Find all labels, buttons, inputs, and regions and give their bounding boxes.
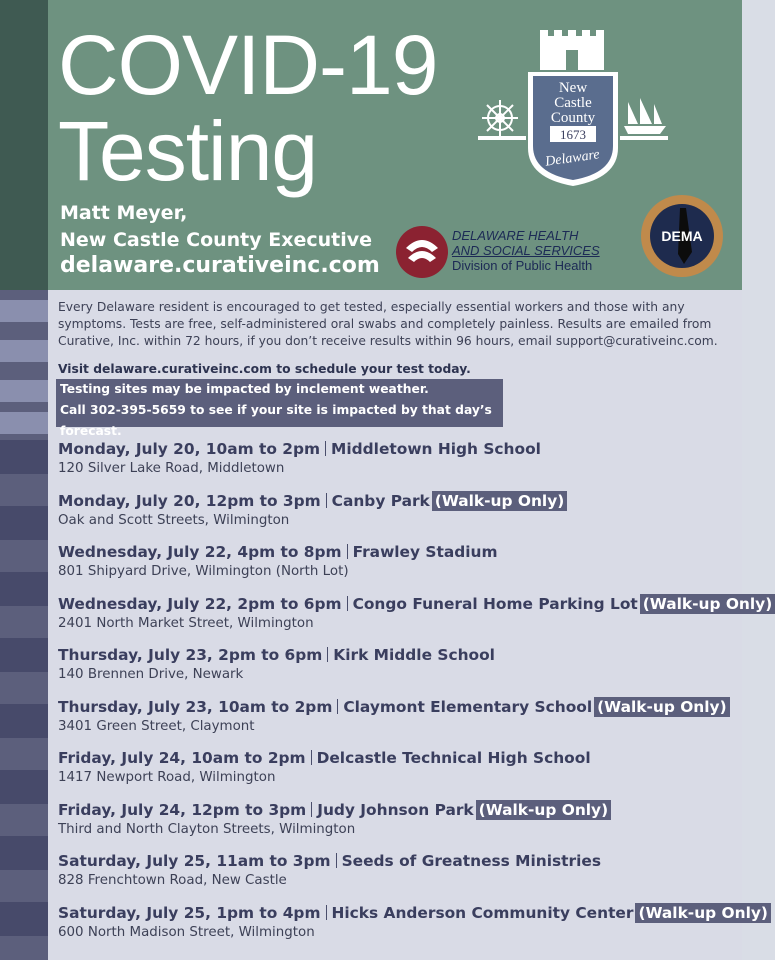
walk-up-badge: (Walk-up Only) <box>476 800 611 820</box>
walk-up-badge: (Walk-up Only) <box>640 594 775 614</box>
site-heading <box>58 748 738 769</box>
testing-site-entry <box>58 800 738 852</box>
border-stripe <box>0 572 48 606</box>
separator <box>311 750 312 765</box>
executive-title: New Castle County Executive <box>60 229 373 251</box>
site-address: 140 Brennen Drive, Newark <box>58 667 244 682</box>
border-stripe <box>0 340 48 362</box>
warning-line-2: Call 302-395-5659 to see if your site is impacted by that day’s forecast. <box>60 403 492 438</box>
site-address: 2401 North Market Street, Wilmington <box>58 615 314 631</box>
border-stripe <box>0 836 48 870</box>
page-title <box>58 18 438 198</box>
border-stripe <box>0 902 48 936</box>
separator <box>327 647 328 662</box>
dhss-text <box>452 228 600 273</box>
county-executive <box>60 200 372 254</box>
site-heading <box>58 542 738 563</box>
seal-line-3: County <box>550 110 596 126</box>
weather-warning-box <box>56 379 503 438</box>
site-date-time: Thursday, July 23, 2pm to 6pm <box>58 646 323 664</box>
left-border-top <box>0 0 48 290</box>
site-name: Congo Funeral Home Parking Lot <box>352 594 638 613</box>
site-name: Kirk Middle School <box>333 646 495 664</box>
border-stripe <box>0 380 48 402</box>
testing-site-entry <box>58 439 738 491</box>
dhss-line-3: Division of Public Health <box>452 258 593 273</box>
sailing-ship-icon <box>620 98 668 140</box>
separator <box>337 699 338 714</box>
border-stripe <box>0 412 48 434</box>
warning-line-1: Testing sites may be impacted by inclement weather. <box>60 382 429 396</box>
site-name: Middletown High School <box>331 440 541 458</box>
separator <box>325 441 326 456</box>
site-address: 828 Frenchtown Road, New Castle <box>58 873 287 888</box>
testing-site-entry <box>58 748 738 800</box>
border-stripe <box>0 300 48 322</box>
site-address: Third and North Clayton Streets, Wilmington <box>58 821 356 837</box>
site-date-time: Wednesday, July 22, 2pm to 6pm <box>58 594 342 613</box>
executive-name: Matt Meyer, <box>60 202 188 224</box>
title-line-1: COVID-19 <box>58 18 438 112</box>
border-stripe <box>0 440 48 474</box>
separator <box>311 802 312 817</box>
title-line-2: Testing <box>58 104 318 198</box>
site-date-time: Friday, July 24, 12pm to 3pm <box>58 800 307 819</box>
site-heading <box>58 800 738 821</box>
site-name: Seeds of Greatness Ministries <box>341 852 601 870</box>
site-heading <box>58 903 768 924</box>
website-link[interactable]: delaware.curativeinc.com <box>60 253 380 278</box>
separator <box>326 905 327 920</box>
site-address: 120 Silver Lake Road, Middletown <box>58 461 285 476</box>
separator <box>336 853 337 868</box>
new-castle-county-seal <box>478 28 668 188</box>
testing-site-entry <box>58 594 773 646</box>
seal-line-2: Castle <box>554 95 592 111</box>
testing-site-entry <box>58 542 738 594</box>
site-address: 801 Shipyard Drive, Wilmington (North Lot) <box>58 564 349 579</box>
seal-line-1: New <box>558 80 588 96</box>
site-address: Oak and Scott Streets, Wilmington <box>58 512 290 528</box>
site-date-time: Saturday, July 25, 1pm to 4pm <box>58 903 321 922</box>
site-name: Claymont Elementary School <box>343 697 593 716</box>
site-date-time: Friday, July 24, 10am to 2pm <box>58 749 306 767</box>
testing-site-entry <box>58 851 738 903</box>
walk-up-badge: (Walk-up Only) <box>432 491 567 511</box>
site-date-time: Monday, July 20, 12pm to 3pm <box>58 491 321 510</box>
site-heading <box>58 491 738 512</box>
walk-up-badge: (Walk-up Only) <box>635 903 770 923</box>
intro-paragraph: Every Delaware resident is encouraged to get tested, especially essential workers and those with any symptoms. Tests are free, self-administered oral swabs and completely painless. Results are emailed from Curative, Inc. within 72 hours, if you don’t receive results within 96 hours, email support@curativeinc.com. <box>58 300 718 348</box>
testing-site-entry <box>58 697 738 749</box>
site-name: Canby Park <box>331 491 430 510</box>
visit-instructions: Visit delaware.curativeinc.com to schedule your test today. <box>58 362 471 376</box>
dhss-line-1: DELAWARE HEALTH <box>452 228 579 243</box>
separator <box>347 544 348 559</box>
testing-site-entry <box>58 903 768 955</box>
ships-wheel-icon <box>482 100 518 136</box>
site-date-time: Saturday, July 25, 11am to 3pm <box>58 852 331 870</box>
site-address: 600 North Madison Street, Wilmington <box>58 924 315 940</box>
site-address: 1417 Newport Road, Wilmington <box>58 770 276 785</box>
walk-up-badge: (Walk-up Only) <box>594 697 729 717</box>
border-stripe <box>0 770 48 804</box>
site-date-time: Monday, July 20, 10am to 2pm <box>58 440 321 458</box>
testing-site-entry <box>58 491 738 543</box>
site-heading <box>58 439 738 460</box>
site-name: Frawley Stadium <box>352 543 498 561</box>
testing-sites-list <box>58 439 773 954</box>
dema-logo <box>640 194 724 278</box>
site-name: Delcastle Technical High School <box>316 749 591 767</box>
testing-site-entry <box>58 645 738 697</box>
site-date-time: Thursday, July 23, 10am to 2pm <box>58 697 333 716</box>
separator <box>347 596 348 611</box>
seal-state: Delaware <box>544 147 601 170</box>
site-date-time: Wednesday, July 22, 4pm to 8pm <box>58 543 342 561</box>
border-stripe <box>0 704 48 738</box>
separator <box>326 493 327 508</box>
dhss-line-2: AND SOCIAL SERVICES <box>452 243 600 258</box>
site-heading <box>58 594 773 615</box>
site-heading <box>58 697 738 718</box>
seal-year: 1673 <box>560 127 586 142</box>
site-name: Hicks Anderson Community Center <box>331 903 634 922</box>
border-stripe <box>0 506 48 540</box>
site-heading <box>58 851 738 872</box>
dema-acronym: DEMA <box>661 228 703 244</box>
border-stripe <box>0 638 48 672</box>
site-heading <box>58 645 738 666</box>
site-name: Judy Johnson Park <box>317 800 474 819</box>
site-address: 3401 Green Street, Claymont <box>58 718 255 734</box>
